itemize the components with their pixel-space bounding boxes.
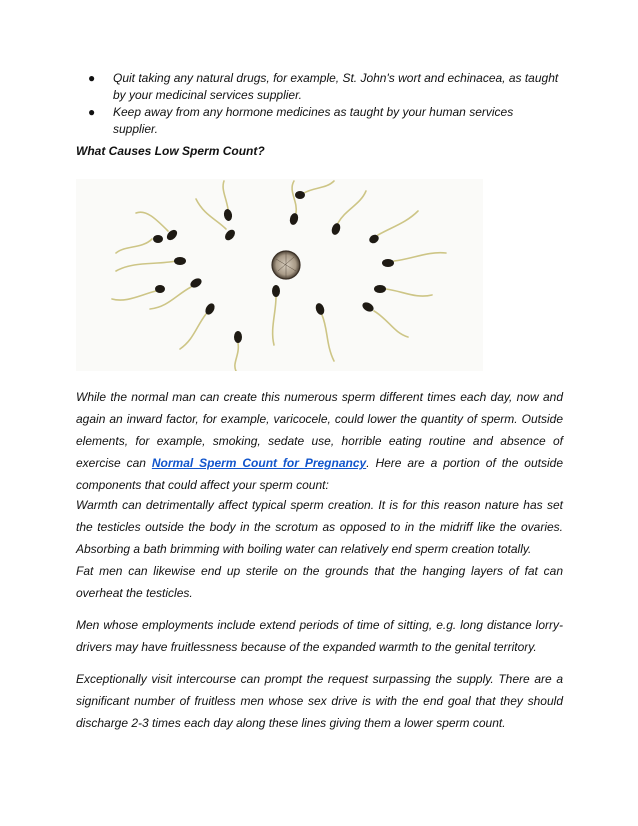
paragraph: Warmth can detrimentally affect typical sperm creation. It is for this reason nature has set the testicles outside the body in the scrotum as opposed to in the midriff like the ovaries. Absorbing a bath brimming with boiling water can relatively end sperm creation totally. — [76, 498, 563, 556]
bullet-list — [80, 70, 560, 138]
bullet-icon: ● — [88, 105, 96, 119]
list-item-text: Keep away from any hormone medicines as taught by your human services supplier. — [113, 105, 514, 136]
paragraph: Men whose employments include extend periods of time of sitting, e.g. long distance lorry-drivers may have fruitlessness because of the expanded warmth to the genital territory. — [76, 618, 563, 654]
bullet-icon: ● — [88, 71, 96, 85]
normal-sperm-count-link[interactable]: Normal Sperm Count for Pregnancy — [151, 456, 367, 470]
sperm-cells-image — [76, 179, 483, 371]
list-item-text: Quit taking any natural drugs, for example, St. John's wort and echinacea, as taught by your medicinal services supplier. — [113, 71, 559, 102]
section-heading: What Causes Low Sperm Count? — [76, 144, 265, 158]
sperm-illustration-icon — [76, 179, 483, 371]
paragraph: Exceptionally visit intercourse can prompt the request surpassing the supply. There are a significant number of fruitless men whose sex drive is with the end goal that they should discharge 2-3 times each day along these lines giving them a lower sperm count. — [76, 672, 563, 730]
list-item — [80, 104, 560, 138]
list-item — [80, 70, 560, 104]
paragraph-text: . Here are a portion of the outside components that could affect your sperm count: — [76, 456, 564, 492]
paragraph: Fat men can likewise end up sterile on the grounds that the hanging layers of fat can overheat the testicles. — [76, 564, 563, 600]
paragraph-text: While the normal man can create this numerous sperm different times each day, now and again an inward factor, for example, varicocele, could lower the quantity of sperm. Outside elements, for example, smoking, sedate use, horrible eating routine and absence of exercise can — [76, 390, 563, 470]
paragraph — [76, 386, 563, 496]
